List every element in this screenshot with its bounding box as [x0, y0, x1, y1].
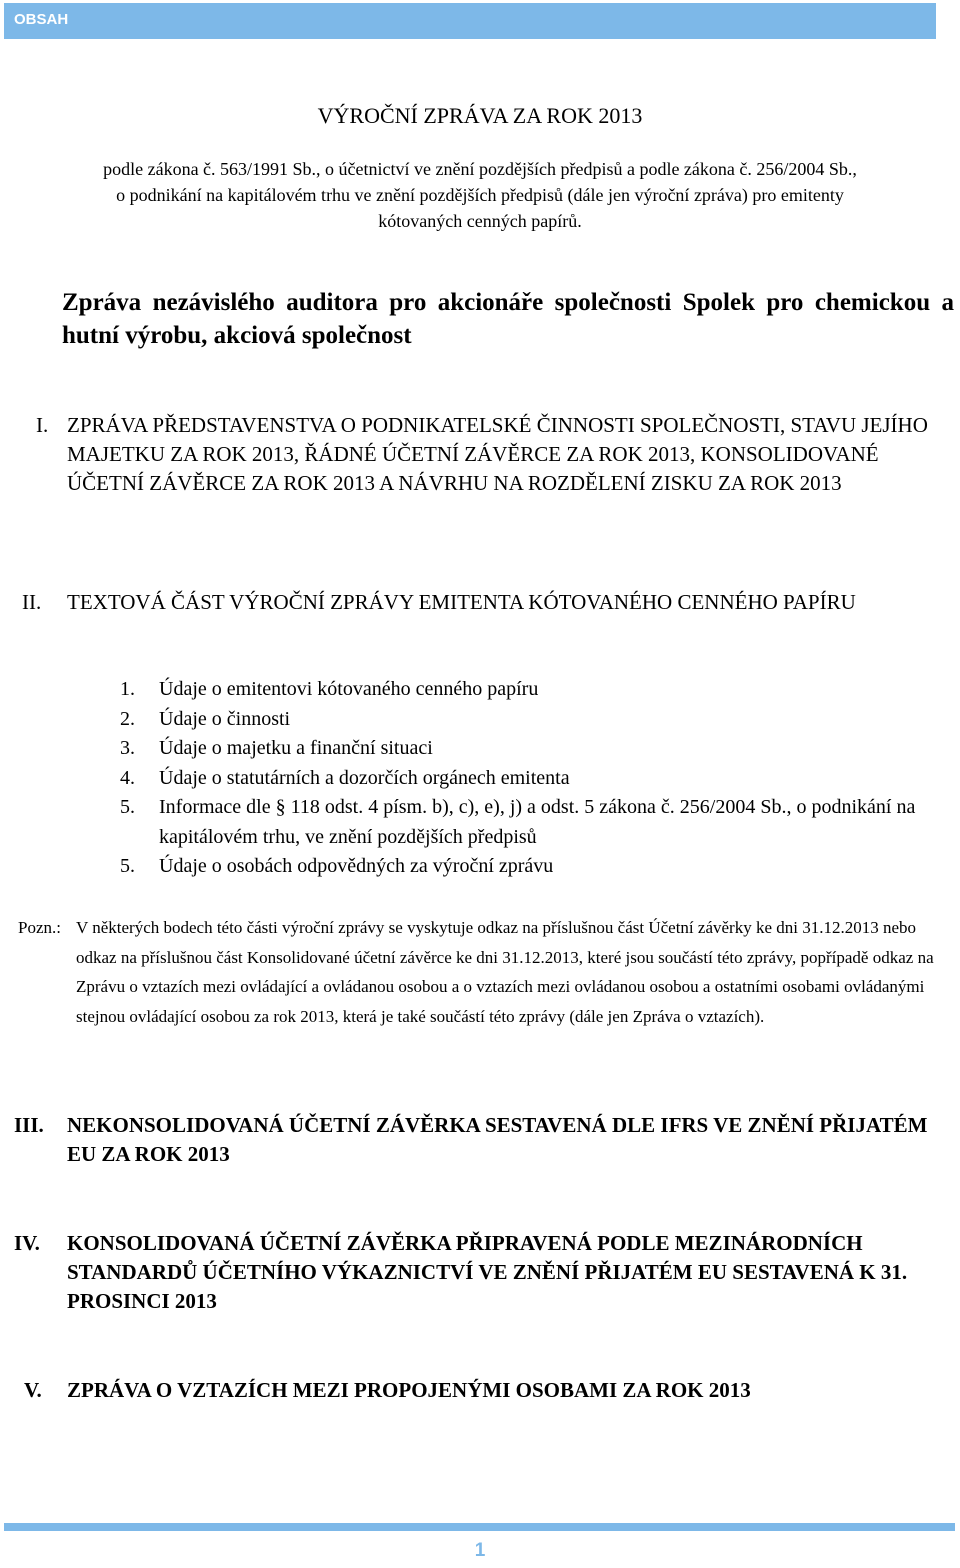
list-item-text: Údaje o osobách odpovědných za výroční zprávu [159, 855, 554, 877]
list-item-text: Údaje o majetku a finanční situaci [159, 737, 433, 759]
list-item-number: 1. [120, 678, 135, 700]
list-item-number: 3. [120, 737, 135, 759]
list-item-number: 5. [120, 796, 135, 818]
note-label: Pozn.: [18, 918, 61, 937]
section-4-text: KONSOLIDOVANÁ ÚČETNÍ ZÁVĚRKA PŘIPRAVENÁ PODLE MEZINÁRODNÍCH STANDARDŮ ÚČETNÍHO VÝKAZNICTVÍ VE ZNĚNÍ PŘIJATÉM EU SESTAVENÁ K 31. PROSINCI 2013 [67, 1231, 908, 1313]
section-2-subitems [120, 675, 960, 882]
section-2-text: TEXTOVÁ ČÁST VÝROČNÍ ZPRÁVY EMITENTA KÓTOVANÉHO CENNÉHO PAPÍRU [67, 590, 856, 614]
intro-text [0, 156, 960, 234]
intro-line-2: o podnikání na kapitálovém trhu ve znění pozdějších předpisů (dále jen výroční zpráva) pro emitenty [116, 185, 844, 205]
section-3-number: III. [14, 1113, 44, 1137]
list-item [120, 705, 960, 735]
header-label: OBSAH [14, 11, 69, 28]
list-item-number: 4. [120, 766, 135, 789]
intro-line-3: kótovaných cenných papírů. [378, 211, 582, 231]
list-item [120, 852, 960, 882]
section-1-number: I. [36, 413, 49, 437]
section-2-number: II. [22, 590, 42, 614]
list-item-text: Údaje o emitentovi kótovaného cenného papíru [159, 678, 539, 700]
list-item [120, 793, 960, 852]
list-item-text: Údaje o statutárních a dozorčích orgánech emitenta [159, 766, 570, 789]
header-bar [4, 3, 936, 39]
list-item-number: 2. [120, 707, 135, 730]
auditor-report-heading: Zpráva nezávislého auditora pro akcionáře společnosti Spolek pro chemickou a hutní výrobu, akciová společnost [62, 289, 954, 349]
list-item [120, 734, 960, 764]
intro-line-1: podle zákona č. 563/1991 Sb., o účetnictví ve znění pozdějších předpisů a podle zákona č. 256/2004 Sb., [103, 159, 857, 179]
list-item [120, 764, 960, 794]
list-item-text: Údaje o činnosti [159, 707, 291, 730]
page-number: 1 [474, 1540, 486, 1561]
section-3-text: NEKONSOLIDOVANÁ ÚČETNÍ ZÁVĚRKA SESTAVENÁ DLE IFRS VE ZNĚNÍ PŘIJATÉM EU ZA ROK 2013 [67, 1113, 928, 1166]
section-1-text: ZPRÁVA PŘEDSTAVENSTVA O PODNIKATELSKÉ ČINNOSTI SPOLEČNOSTI, STAVU JEJÍHO MAJETKU ZA ROK 2013, ŘÁDNÉ ÚČETNÍ ZÁVĚRCE ZA ROK 2013, KONSOLIDOVANÉ ÚČETNÍ ZÁVĚRCE ZA ROK 2013 A NÁVRHU NA ROZDĚLENÍ ZISKU ZA ROK 2013 [67, 413, 928, 495]
section-5-text: ZPRÁVA O VZTAZÍCH MEZI PROPOJENÝMI OSOBAMI ZA ROK 2013 [67, 1378, 751, 1402]
footer-bar [4, 1523, 955, 1531]
section-4-number: IV. [14, 1231, 40, 1255]
document-title: VÝROČNÍ ZPRÁVA ZA ROK 2013 [317, 103, 643, 128]
list-item-text: Informace dle § 118 odst. 4 písm. b), c), e), j) a odst. 5 zákona č. 256/2004 Sb., o podnikání na kapitálovém trhu, ve znění pozdějších předpisů [159, 796, 916, 848]
note [18, 913, 948, 1031]
list-item-number: 5. [120, 855, 135, 877]
note-text: V některých bodech této části výroční zprávy se vyskytuje odkaz na příslušnou část Účetní závěrky ke dni 31.12.2013 nebo odkaz na příslušnou část Konsolidované účetní závěrce ke dni 31.12.2013, které jsou součástí této zprávy, popřípadě odkaz na Zprávu o vztazích mezi ovládající a ovládanou osobou a o vztazích mezi ovládanou osobou a ostatními osobami ovládanými stejnou ovládající osobou za rok 2013, která je také součástí této zprávy (dále jen Zpráva o vztazích). [76, 918, 934, 1026]
section-5-number: V. [24, 1378, 42, 1402]
list-item [120, 675, 960, 705]
